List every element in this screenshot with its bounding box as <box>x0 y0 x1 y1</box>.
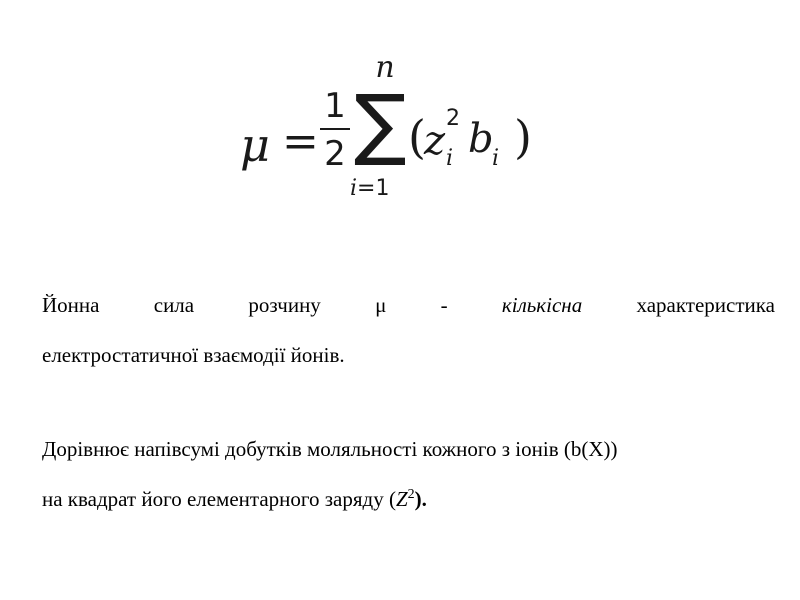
explanation-paragraph <box>42 424 775 524</box>
formula-b-subscript: i <box>492 146 500 171</box>
definition-line-1 <box>42 280 775 330</box>
formula-close-paren: ) <box>514 110 532 164</box>
sum-upper-limit: n <box>375 50 395 85</box>
word: Йонна <box>42 293 100 317</box>
ionic-strength-formula <box>230 50 550 220</box>
sum-symbol: ∑ <box>354 79 407 169</box>
formula-z-subscript: i <box>446 146 454 171</box>
definition-line-2: електростатичної взаємодії йонів. <box>42 343 345 367</box>
sum-lower-rest: =1 <box>357 176 390 201</box>
formula-mu: μ <box>240 118 270 172</box>
word: розчину <box>248 293 321 317</box>
formula-open-paren: ( <box>408 110 426 164</box>
word: характеристика <box>636 293 775 317</box>
word: сила <box>153 293 195 317</box>
fraction-numerator: 1 <box>324 86 346 126</box>
charge-variable: Z <box>395 487 408 511</box>
formula-z-superscript: 2 <box>446 106 460 131</box>
formula-z: z <box>424 118 446 164</box>
explanation-line-2 <box>42 474 775 524</box>
explanation-line-2-suffix: ). <box>414 487 427 511</box>
fraction-bar <box>320 128 350 130</box>
definition-paragraph <box>42 280 775 380</box>
formula-b: b <box>468 116 494 162</box>
formula-fraction <box>320 86 350 174</box>
word: - <box>440 293 448 317</box>
word-emphasis: кількісна <box>501 293 583 317</box>
sum-lower-limit <box>350 176 389 201</box>
charge-exponent: 2 <box>407 487 415 502</box>
fraction-denominator: 2 <box>324 134 346 174</box>
explanation-line-1: Дорівнює напівсумі добутків моляльності кожного з іонів (b(X)) <box>42 437 618 461</box>
word: μ <box>375 293 387 317</box>
sum-lower-index: i <box>350 176 358 201</box>
formula-equals: = <box>282 116 319 167</box>
explanation-line-2-prefix: на квадрат його елементарного заряду ( <box>42 487 396 511</box>
